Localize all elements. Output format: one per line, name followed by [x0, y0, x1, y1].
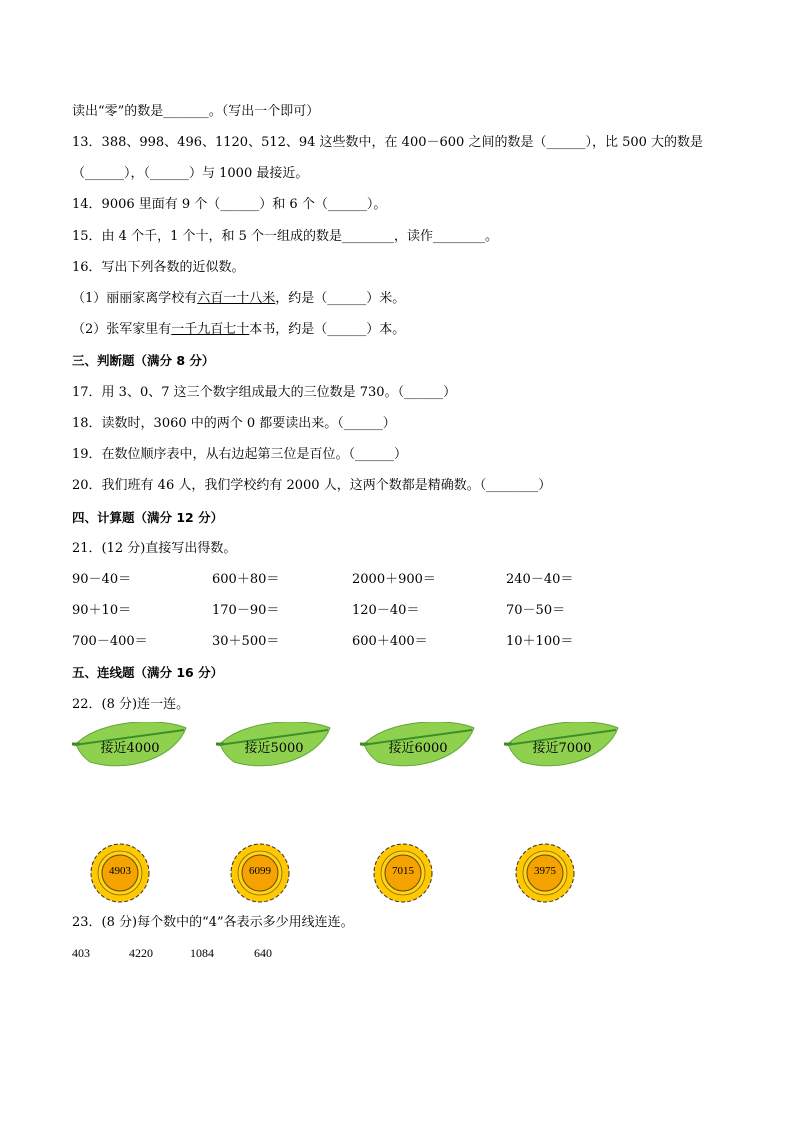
- calc-item: 700－400＝: [72, 634, 148, 649]
- leaf-card[interactable]: [216, 722, 332, 772]
- question-16-1: [72, 291, 405, 307]
- question-18: 18．读数时，3060 中的两个 0 都要读出来。（______）: [72, 416, 396, 431]
- sunflower-card[interactable]: [514, 842, 576, 904]
- question-23: 23．(8 分)每个数中的“4”各表示多少用线连连。: [72, 915, 354, 930]
- leaf-card[interactable]: [504, 722, 620, 772]
- question-16-2: [72, 322, 405, 338]
- question-13-line1: 13．388、998、496、1120、512、94 这些数中，在 400－600 之间的数是（______），比 500 大的数是: [72, 135, 704, 150]
- sunflower-card[interactable]: [372, 842, 434, 904]
- question-13-line2: （______），（______）与 1000 最接近。: [72, 166, 309, 181]
- calc-item: 600＋80＝: [212, 572, 280, 587]
- q23-number[interactable]: 1084: [190, 946, 214, 960]
- leaf-label: 接近7000: [532, 741, 592, 756]
- calc-item: 120－40＝: [352, 603, 420, 618]
- section-3-heading: 三、判断题（满分 8 分）: [72, 353, 215, 368]
- sunflower-card[interactable]: [89, 842, 151, 904]
- question-16: 16．写出下列各数的近似数。: [72, 260, 245, 275]
- sunflower-number: 7015: [392, 865, 414, 877]
- q16-1-prefix: （1）丽丽家离学校有: [72, 291, 198, 306]
- calc-item: 600＋400＝: [352, 634, 428, 649]
- calc-item: 10＋100＝: [506, 634, 574, 649]
- q16-2-underlined: 一千九百七十: [171, 322, 250, 337]
- q16-1-suffix: ，约是（______）米。: [275, 291, 406, 306]
- calc-item: 70－50＝: [506, 603, 566, 618]
- question-14: 14．9006 里面有 9 个（______）和 6 个（______）。: [72, 197, 387, 212]
- q16-2-prefix: （2）张军家里有: [72, 322, 172, 337]
- question-22: 22．(8 分)连一连。: [72, 697, 190, 712]
- section-5-heading: 五、连线题（满分 16 分）: [72, 665, 224, 680]
- q16-1-underlined: 六百一十八米: [197, 291, 276, 306]
- leaf-card[interactable]: [360, 722, 476, 772]
- leaf-label: 接近6000: [388, 741, 448, 756]
- calc-item: 2000＋900＝: [352, 572, 436, 587]
- q23-number[interactable]: 403: [72, 946, 90, 960]
- calc-item: 90＋10＝: [72, 603, 132, 618]
- leaf-label: 接近4000: [100, 741, 160, 756]
- calc-item: 30＋500＝: [212, 634, 280, 649]
- question-15: 15．由 4 个千，1 个十，和 5 个一组成的数是________，读作________。: [72, 229, 499, 244]
- sunflower-number: 6099: [249, 865, 271, 877]
- calc-item: 170－90＝: [212, 603, 280, 618]
- leaf-card[interactable]: [72, 722, 188, 772]
- sunflower-number: 3975: [534, 865, 556, 877]
- q23-number[interactable]: 640: [254, 946, 272, 960]
- question-17: 17．用 3、0、7 这三个数字组成最大的三位数是 730。（______）: [72, 385, 457, 400]
- question-19: 19．在数位顺序表中，从右边起第三位是百位。（______）: [72, 447, 408, 462]
- question-21: 21．(12 分)直接写出得数。: [72, 541, 237, 556]
- calc-item: 90－40＝: [72, 572, 132, 587]
- q12-continuation: 读出“零”的数是_______。（写出一个即可）: [72, 104, 320, 119]
- leaf-label: 接近5000: [244, 741, 304, 756]
- question-20: 20．我们班有 46 人，我们学校约有 2000 人，这两个数都是精确数。（________）: [72, 478, 552, 493]
- q16-2-suffix: 本书，约是（______）本。: [249, 322, 406, 337]
- sunflower-card[interactable]: [229, 842, 291, 904]
- calc-item: 240－40＝: [506, 572, 574, 587]
- q23-number[interactable]: 4220: [129, 946, 153, 960]
- section-4-heading: 四、计算题（满分 12 分）: [72, 510, 224, 525]
- sunflower-number: 4903: [109, 865, 131, 877]
